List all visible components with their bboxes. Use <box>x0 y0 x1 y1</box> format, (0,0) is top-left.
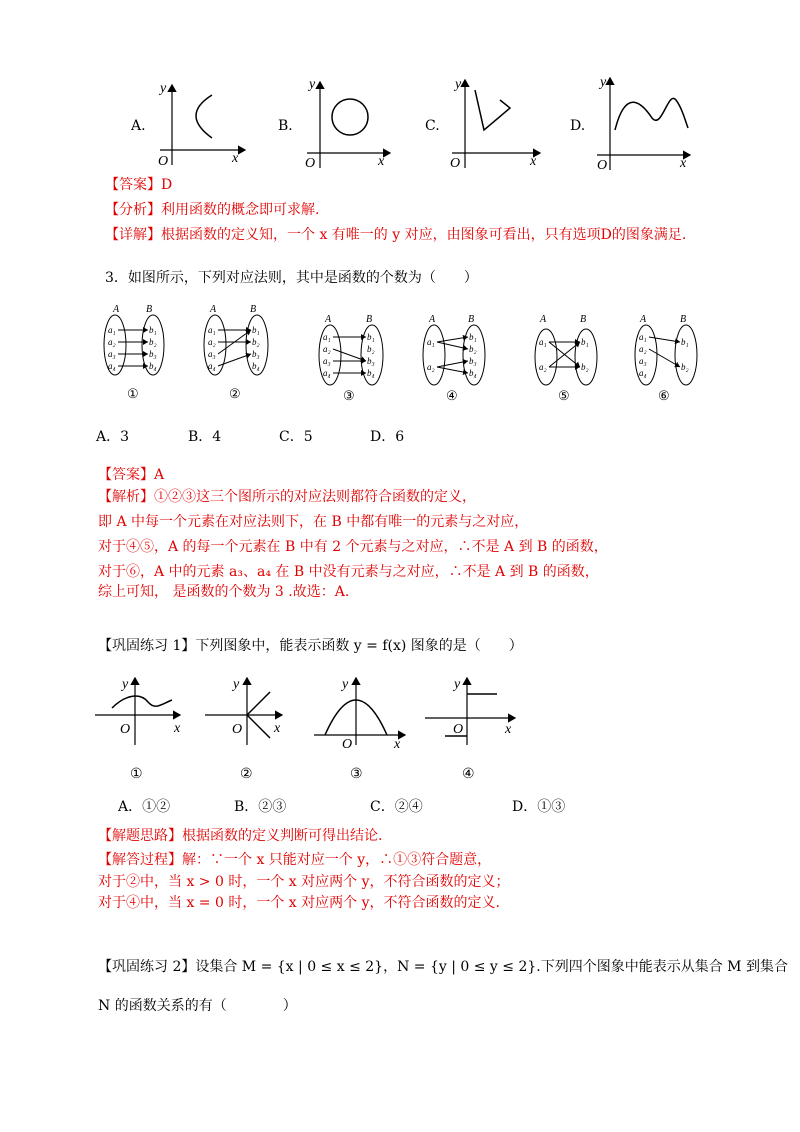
p1-g3-origin: O <box>342 737 353 752</box>
p1-g2-y: y <box>233 677 240 692</box>
mapping-label-4: ④ <box>446 388 458 403</box>
q2-option-c-label: C. <box>425 118 440 134</box>
p1-choice-b: B．②③ <box>234 799 287 815</box>
p2-line-2: N 的函数关系的有（ ） <box>98 998 297 1014</box>
p1-line-2: 对于②中，当 x > 0 时，一个 x 对应两个 y，不符合函数的定义； <box>98 874 510 890</box>
q2-d-origin: O <box>597 158 608 170</box>
svg-text:b₂: b₂ <box>581 362 589 372</box>
q3-solution-line-2: 即 A 中每一个元素在对应法则下，在 B 中都有唯一的元素与之对应， <box>98 514 529 530</box>
q3-solution-line-4: 对于⑥，A 中的元素 a₃、a₄ 在 B 中没有元素与之对应，∴不是 A 到 B 的函数， <box>98 564 599 580</box>
svg-text:a₃: a₃ <box>639 356 647 366</box>
svg-text:b₁: b₁ <box>367 332 375 342</box>
svg-text:a₃: a₃ <box>208 349 216 359</box>
mapping-label-3: ③ <box>343 388 355 403</box>
svg-text:b₄: b₄ <box>367 368 375 378</box>
p1-graph-label-4: ④ <box>462 767 475 782</box>
q2-d-y: y <box>600 75 607 90</box>
q2-c-x: x <box>530 154 537 169</box>
svg-text:B: B <box>146 304 153 315</box>
svg-text:b₁: b₁ <box>681 337 689 347</box>
q3-solution-line-3: 对于④⑤，A 的每一个元素在 B 中有 2 个元素与之对应，∴不是 A 到 B 的函数， <box>98 539 608 555</box>
p1-choice-c: C．②④ <box>370 799 423 815</box>
q2-option-b-label: B. <box>278 118 293 134</box>
svg-text:a₁: a₁ <box>539 337 547 347</box>
q2-c-origin: O <box>450 156 461 170</box>
svg-text:a₁: a₁ <box>108 325 116 335</box>
svg-text:b₂: b₂ <box>252 337 260 347</box>
q3-answer: 【答案】A <box>98 467 165 483</box>
p1-choice-a: A．①② <box>118 799 171 815</box>
mapping-diagram-2 <box>204 304 268 375</box>
q3-choice-a: A．3 <box>96 429 130 445</box>
mapping-diagram-4 <box>423 314 485 385</box>
svg-text:b₁: b₁ <box>581 337 589 347</box>
q2-option-d-label: D. <box>570 118 586 134</box>
svg-text:B: B <box>580 314 587 325</box>
q2-b-origin: O <box>305 156 316 170</box>
q2-detail: 【详解】根据函数的定义知，一个 x 有唯一的 y 对应，由图象可看出，只有选项D的图象满足. <box>105 227 687 243</box>
mapping-label-1: ① <box>127 386 139 401</box>
q3-choice-c: C．5 <box>279 429 313 445</box>
p1-graph-1 <box>95 677 181 782</box>
svg-text:a₂: a₂ <box>639 344 647 354</box>
p1-graph-label-1: ① <box>130 767 143 782</box>
svg-text:b₄: b₄ <box>469 368 477 378</box>
svg-text:B: B <box>366 314 373 325</box>
svg-text:b₄: b₄ <box>149 361 157 371</box>
svg-text:a₄: a₄ <box>639 368 647 378</box>
mapping-diagram-1 <box>104 304 164 375</box>
mapping-diagram-5 <box>535 314 597 385</box>
p1-graph-label-2: ② <box>240 767 253 782</box>
p1-stem: 【巩固练习 1】下列图象中，能表示函数 y = f(x) 图象的是（ ） <box>98 638 523 654</box>
svg-text:b₃: b₃ <box>252 349 260 359</box>
p1-g4-y: y <box>454 677 461 692</box>
p1-choice-d: D．①③ <box>512 799 566 815</box>
svg-text:B: B <box>468 314 475 325</box>
p1-line-4: 对于④中，当 x = 0 时，一个 x 对应两个 y，不符合函数的定义. <box>98 895 500 911</box>
svg-text:a₂: a₂ <box>323 344 331 354</box>
q2-a-origin: O <box>158 154 169 169</box>
svg-text:a₁: a₁ <box>323 332 331 342</box>
p1-graph-2 <box>205 677 282 782</box>
p1-g2-x: x <box>274 721 281 736</box>
svg-text:b₂: b₂ <box>367 344 375 354</box>
svg-text:a₁: a₁ <box>208 325 216 335</box>
svg-text:a₃: a₃ <box>108 349 116 359</box>
p1-g1-origin: O <box>120 722 131 737</box>
q2-option-a-label: A. <box>131 118 146 134</box>
p1-g1-x: x <box>174 721 181 736</box>
svg-text:b₂: b₂ <box>469 344 477 354</box>
svg-text:b₃: b₃ <box>367 356 375 366</box>
svg-text:b₄: b₄ <box>252 361 260 371</box>
svg-text:B: B <box>680 314 687 325</box>
q2-a-x: x <box>232 151 239 166</box>
svg-text:a₄: a₄ <box>323 368 331 378</box>
q3-stem: 3．如图所示，下列对应法则，其中是函数的个数为（ ） <box>105 270 478 286</box>
q3-choice-b: B．4 <box>188 429 222 445</box>
svg-text:b₁: b₁ <box>149 325 157 335</box>
p1-graph-3 <box>314 677 405 782</box>
mapping-diagram-6 <box>635 314 697 385</box>
q2-graph-b <box>305 77 390 170</box>
svg-text:b₁: b₁ <box>252 325 260 335</box>
svg-text:a₄: a₄ <box>108 361 116 371</box>
p1-g2-origin: O <box>232 722 243 737</box>
p1-graph-label-3: ③ <box>350 767 363 782</box>
mapping-label-6: ⑥ <box>658 388 670 403</box>
svg-text:b₂: b₂ <box>149 337 157 347</box>
svg-text:a₂: a₂ <box>208 337 216 347</box>
mapping-diagram-3 <box>319 314 383 385</box>
p1-idea: 【解题思路】根据函数的定义判断可得出结论. <box>98 828 383 844</box>
q3-solution-line-5: 综上可知， 是函数的个数为 3 .故选：A. <box>98 584 350 600</box>
p1-g3-x: x <box>394 737 401 752</box>
q2-b-x: x <box>378 154 385 169</box>
q2-answer: 【答案】D <box>105 177 173 193</box>
svg-text:A: A <box>210 304 217 315</box>
q2-b-y: y <box>309 77 316 92</box>
svg-text:A: A <box>325 314 332 325</box>
svg-text:a₄: a₄ <box>208 361 216 371</box>
svg-text:A: A <box>540 314 547 325</box>
q2-graphs <box>0 70 800 170</box>
q3-solution-line-1: 【解析】①②③这三个图所示的对应法则都符合函数的定义， <box>98 489 476 505</box>
svg-text:a₂: a₂ <box>108 337 116 347</box>
q2-a-y: y <box>160 81 167 96</box>
p1-process: 【解答过程】解：∵一个 x 只能对应一个 y，∴①③符合题意， <box>98 852 492 868</box>
q2-graph-d <box>597 75 690 170</box>
mapping-label-5: ⑤ <box>558 388 570 403</box>
p1-g4-x: x <box>505 722 512 737</box>
q2-graph-a <box>158 81 245 169</box>
svg-text:a₁: a₁ <box>639 332 647 342</box>
svg-text:a₂: a₂ <box>539 362 547 372</box>
svg-text:B: B <box>250 304 257 315</box>
p1-g4-origin: O <box>453 722 464 737</box>
svg-text:a₁: a₁ <box>427 337 435 347</box>
svg-text:b₃: b₃ <box>149 349 157 359</box>
q3-mapping-diagrams <box>0 300 800 410</box>
svg-text:b₂: b₂ <box>681 362 689 372</box>
svg-text:b₃: b₃ <box>469 356 477 366</box>
p1-g3-y: y <box>342 677 349 692</box>
svg-text:b₁: b₁ <box>469 332 477 342</box>
svg-text:A: A <box>429 314 436 325</box>
svg-text:A: A <box>640 314 647 325</box>
p1-graphs <box>0 670 800 785</box>
q2-c-y: y <box>455 77 462 92</box>
svg-text:a₂: a₂ <box>427 362 435 372</box>
svg-text:a₃: a₃ <box>323 356 331 366</box>
q2-d-x: x <box>680 156 687 170</box>
svg-text:A: A <box>113 304 120 315</box>
q3-choice-d: D．6 <box>370 429 405 445</box>
p2-line-1: 【巩固练习 2】设集合 M = {x | 0 ≤ x ≤ 2}，N = {y | 0 ≤ y ≤ 2}.下列四个图象中能表示从集合 M 到集合 <box>98 959 788 975</box>
p1-g1-y: y <box>122 677 129 692</box>
q2-graph-c <box>450 77 540 170</box>
mapping-label-2: ② <box>229 386 241 401</box>
q2-analysis: 【分析】利用函数的概念即可求解. <box>105 202 320 218</box>
p1-graph-4 <box>425 677 515 782</box>
